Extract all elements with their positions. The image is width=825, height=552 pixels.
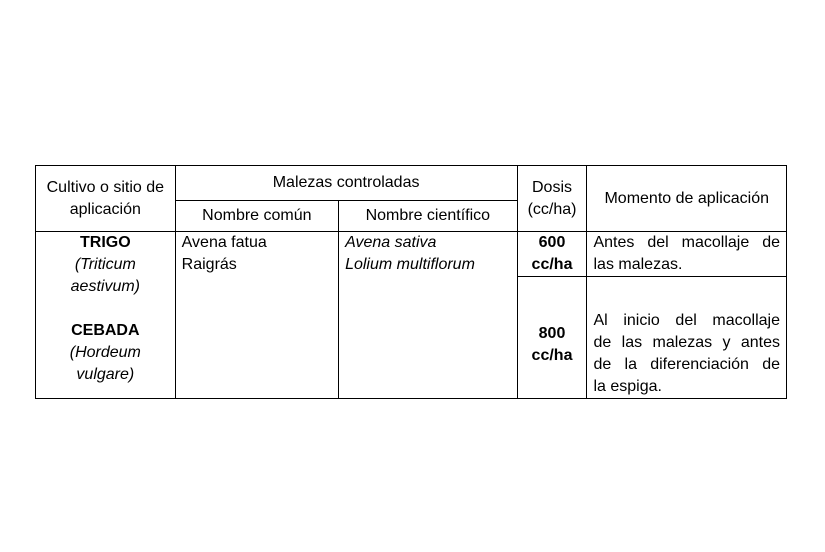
dose-2 bbox=[517, 277, 587, 399]
timing-1-line-2: las malezas. bbox=[593, 256, 683, 273]
crop-barley-scientific-1: (Hordeum bbox=[69, 344, 141, 361]
header-dose-text: Dosis (cc/ha) bbox=[527, 178, 577, 218]
timing-2-line-3: de la diferenciación de bbox=[593, 356, 780, 373]
timing-1 bbox=[587, 232, 787, 277]
timing-2-line-2: de las malezas y antes bbox=[593, 334, 780, 351]
dose-2-value: 800 bbox=[538, 324, 566, 342]
crop-barley-name: CEBADA bbox=[71, 322, 140, 339]
header-dose bbox=[517, 166, 587, 232]
timing-1-line-1: Antes del macollaje de bbox=[593, 234, 780, 251]
crop-wheat-name: TRIGO bbox=[79, 234, 131, 251]
header-common-name-text: Nombre común bbox=[202, 207, 312, 224]
header-timing-text: Momento de aplicación bbox=[604, 189, 770, 207]
header-scientific-name-text: Nombre científico bbox=[365, 207, 491, 224]
header-weeds bbox=[175, 166, 517, 201]
weed-scientific-2: Lolium multiflorum bbox=[345, 256, 475, 273]
crop-wheat-scientific-1: (Triticum bbox=[74, 256, 136, 273]
header-timing bbox=[587, 166, 787, 232]
header-crop-text: Cultivo o sitio de aplicación bbox=[46, 178, 165, 218]
timing-2-line-4: la espiga. bbox=[593, 378, 662, 395]
dose-1-value: 600 bbox=[538, 234, 566, 251]
dose-1 bbox=[517, 232, 587, 277]
weed-scientific-1: Avena sativa bbox=[345, 234, 437, 251]
dose-1-unit: cc/ha bbox=[531, 256, 573, 273]
dose-2-unit: cc/ha bbox=[531, 346, 573, 364]
crop-cell bbox=[36, 232, 176, 399]
timing-2 bbox=[587, 277, 787, 399]
timing-2-line-1: Al inicio del macollaje bbox=[593, 312, 780, 329]
crop-wheat-scientific-2: aestivum) bbox=[70, 278, 140, 295]
crop-barley-scientific-2: vulgare) bbox=[76, 366, 135, 383]
herbicide-application-table bbox=[35, 165, 787, 399]
header-weeds-text: Malezas controladas bbox=[272, 174, 420, 191]
weed-common-2: Raigrás bbox=[181, 256, 237, 273]
header-crop bbox=[36, 166, 176, 232]
weed-common-1: Avena fatua bbox=[181, 234, 267, 251]
weed-scientific-names bbox=[339, 232, 517, 399]
header-scientific-name bbox=[339, 201, 517, 232]
header-common-name bbox=[175, 201, 338, 232]
crop-spacer bbox=[42, 298, 169, 320]
weed-common-names bbox=[175, 232, 338, 399]
